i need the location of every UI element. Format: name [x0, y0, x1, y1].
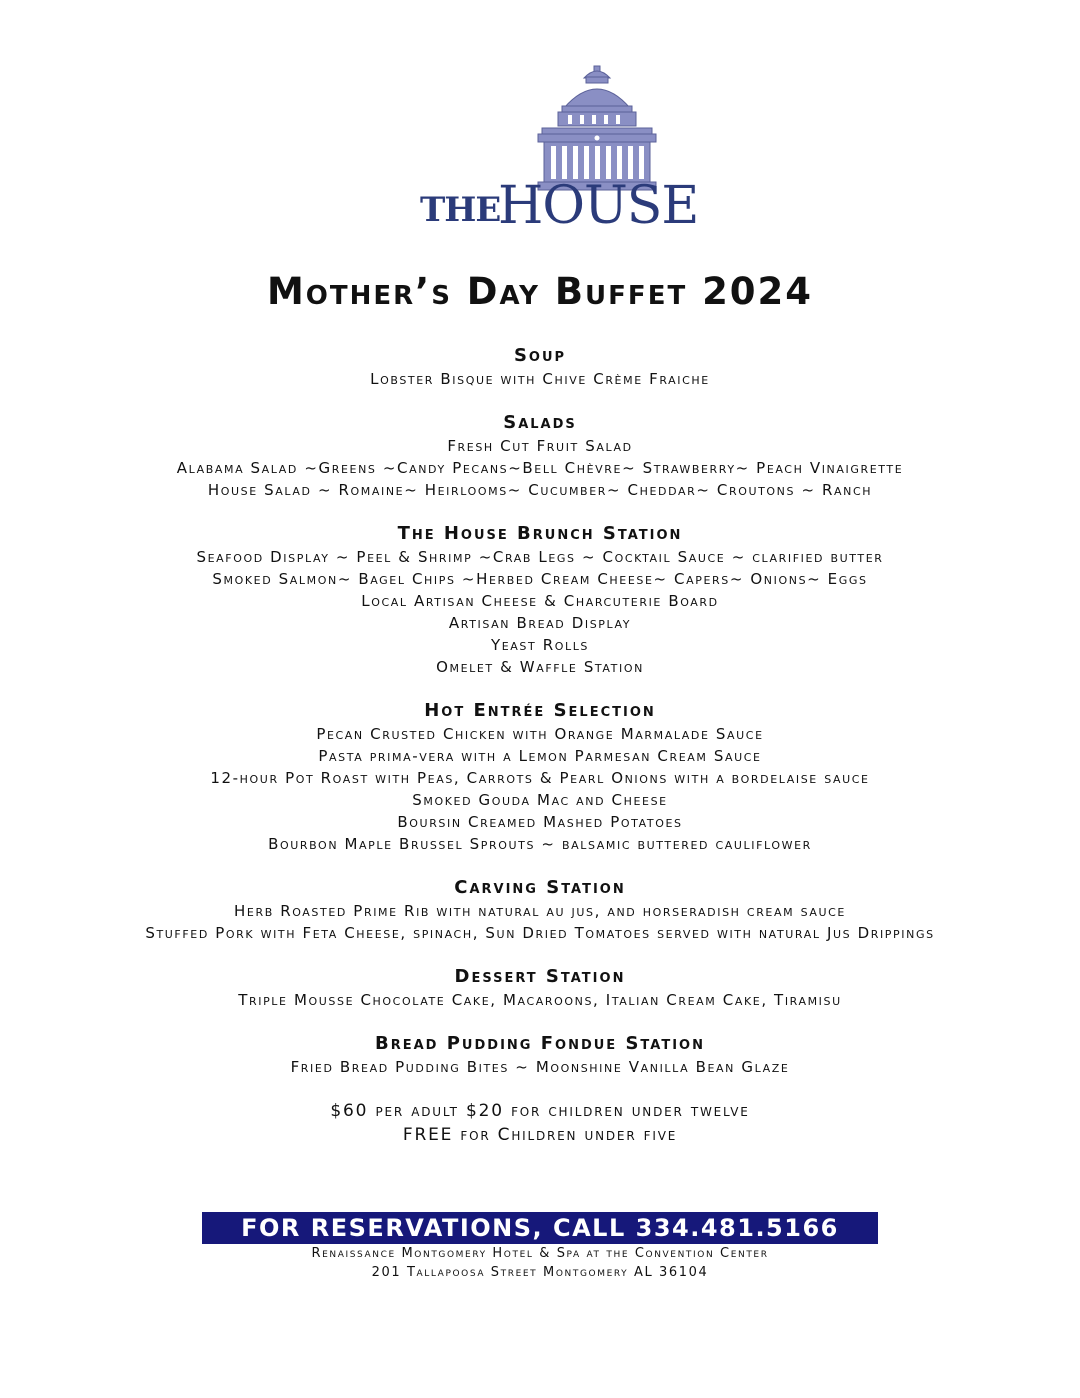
building-icon — [418, 64, 658, 194]
section-title: Salads — [503, 412, 577, 433]
menu-item: Pasta prima-vera with a Lemon Parmesan Cream Sauce — [318, 747, 762, 765]
menu-item: House Salad ~ Romaine~ Heirlooms~ Cucumber~ Cheddar~ Croutons ~ Ranch — [207, 481, 873, 499]
section-title: Bread Pudding Fondue Station — [375, 1033, 705, 1054]
menu-item: Herb Roasted Prime Rib with natural au jus, and horseradish cream sauce — [234, 902, 846, 920]
menu-item: Stuffed Pork with Feta Cheese, spinach, Sun Dried Tomatoes served with natural Jus Drippings — [145, 924, 935, 942]
menu-item: Smoked Salmon~ Bagel Chips ~Herbed Cream Cheese~ Capers~ Onions~ Eggs — [212, 570, 868, 588]
menu-item: Bourbon Maple Brussel Sprouts ~ balsamic buttered cauliflower — [268, 835, 812, 853]
menu-item: Triple Mousse Chocolate Cake, Macaroons, Italian Cream Cake, Tiramisu — [238, 991, 842, 1009]
venue-address — [0, 1244, 1080, 1282]
section-title: Carving Station — [454, 877, 626, 898]
pricing — [0, 1099, 1080, 1147]
section-title: The House Brunch Station — [397, 523, 683, 544]
section-bread-pudding — [0, 1032, 1080, 1078]
section-title: Soup — [513, 345, 567, 366]
price-line-free: FREE for Children under five — [402, 1125, 678, 1145]
section-hot-entree — [0, 699, 1080, 855]
menu-item: Artisan Bread Display — [448, 614, 632, 632]
menu-sections — [0, 344, 1080, 1147]
menu-item: Local Artisan Cheese & Charcuterie Board — [361, 592, 719, 610]
menu-item: Pecan Crusted Chicken with Orange Marmalade Sauce — [316, 725, 764, 743]
menu-item: Alabama Salad ~Greens ~Candy Pecans~Bell Chèvre~ Strawberry~ Peach Vinaigrette — [176, 459, 904, 477]
section-title: Hot Entrée Selection — [424, 700, 656, 721]
address-line-street: 201 Tallapoosa Street Montgomery AL 36104 — [371, 1265, 709, 1280]
reservations-banner: FOR RESERVATIONS, CALL 334.481.5166 — [202, 1212, 878, 1244]
section-soup — [0, 344, 1080, 390]
logo-text-house: HOUSE — [498, 176, 699, 236]
menu-item: Yeast Rolls — [490, 636, 590, 654]
address-line-venue: Renaissance Montgomery Hotel & Spa at the Convention Center — [311, 1246, 769, 1261]
the-house-logo — [418, 64, 699, 244]
menu-item: Omelet & Waffle Station — [436, 658, 644, 676]
menu-item: 12-hour Pot Roast with Peas, Carrots & Pearl Onions with a bordelaise sauce — [210, 769, 870, 787]
menu-item: Fried Bread Pudding Bites ~ Moonshine Vanilla Bean Glaze — [290, 1058, 790, 1076]
logo-wordmark — [418, 176, 699, 248]
menu-item: Seafood Display ~ Peel & Shrimp ~Crab Legs ~ Cocktail Sauce ~ clarified butter — [196, 548, 884, 566]
menu-item: Boursin Creamed Mashed Potatoes — [397, 813, 683, 831]
section-brunch-station — [0, 522, 1080, 678]
section-dessert-station — [0, 965, 1080, 1011]
section-salads — [0, 411, 1080, 501]
logo-text-the: THE — [420, 190, 501, 230]
section-carving-station — [0, 876, 1080, 944]
menu-item: Lobster Bisque with Chive Crème Fraiche — [370, 370, 710, 388]
page-title: Mother’s Day Buffet 2024 — [266, 270, 814, 313]
menu-item: Smoked Gouda Mac and Cheese — [412, 791, 668, 809]
price-line-adult-children: $60 per adult $20 for children under twelve — [330, 1101, 750, 1121]
section-title: Dessert Station — [454, 966, 626, 987]
menu-item: Fresh Cut Fruit Salad — [447, 437, 633, 455]
